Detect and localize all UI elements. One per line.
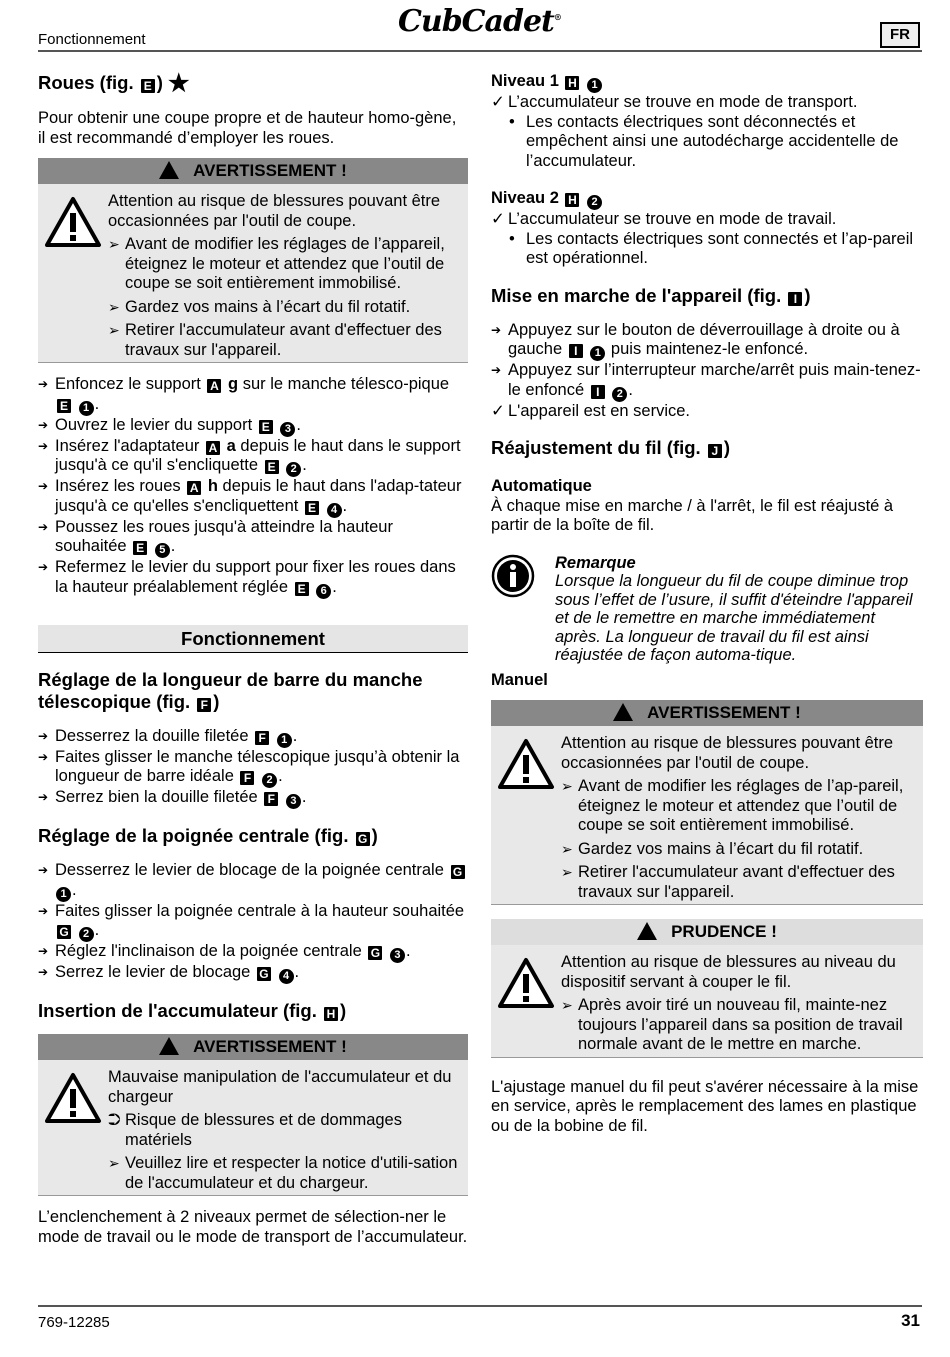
caution-header: PRUDENCE ! — [491, 919, 923, 945]
warning-icon — [159, 161, 179, 179]
caution-text: Attention au risque de blessures au niveau du dispositif servant à couper le fil. — [561, 953, 896, 991]
accu-outro: L’enclenchement à 2 niveaux permet de sélection-ner le mode de travail ou le mode de transport de l’accumulateur. — [38, 1208, 468, 1246]
language-badge: FR — [880, 22, 920, 48]
warning-item: ➢ Avant de modifier les réglages de l’ap-pareil, éteignez le moteur et attendez que l’outil de coupe se soit entièrement immobilisé. — [561, 777, 917, 836]
accu-heading: Insertion de l'accumulateur (fig. H ) — [38, 1000, 347, 1021]
remark-text: Lorsque la longueur du fil de coupe diminue trop sous l’effet de l’usure, il suffit d'éteindre l'appareil et de le remettre en marche immédiatement après. La longueur de travail du fil est ainsi réajustée de façon automa-tique. — [555, 572, 913, 664]
warning-header: AVERTISSEMENT ! — [38, 1034, 468, 1060]
fil-warning-box — [491, 700, 923, 905]
bullet-item: • Les contacts électriques sont déconnectés et empêchent ainsi une autodécharge accidentelle de l’accumulateur. — [491, 113, 923, 172]
check-item: ✓ L’accumulateur se trouve en mode de transport. — [491, 93, 923, 113]
remark-title: Remarque — [555, 553, 636, 572]
step: ➔ Enfoncez le support A g sur le manche télesco-pique E 1 . — [38, 375, 468, 416]
warning-item: ➢ Retirer l'accumulateur avant d'effectuer des travaux sur l'appareil. — [561, 863, 917, 902]
accu-warning-box — [38, 1034, 468, 1196]
right-column — [491, 72, 923, 1136]
step: ➔ Faites glisser la poignée centrale à la hauteur souhaitée G 2 . — [38, 902, 468, 943]
step: ➔ Réglez l'inclinaison de la poignée centrale G 3 . — [38, 942, 468, 963]
warning-item: ➢ Avant de modifier les réglages de l’appareil, éteignez le moteur et attendez que l’outil de coupe se soit entièrement immobilisé. — [108, 235, 462, 294]
remark-note — [491, 554, 923, 665]
warning-triangle-icon — [44, 196, 102, 248]
automatique-heading: Automatique — [491, 477, 592, 495]
warning-triangle-icon — [44, 1072, 102, 1124]
roues-warning-box — [38, 158, 468, 363]
warning-item: ➢ Gardez vos mains à l’écart du fil rotatif. — [561, 840, 917, 860]
fil-outro: L'ajustage manuel du fil peut s'avérer nécessaire à la mise en service, après le remplacement des lames en plastique ou de la bobine de fil. — [491, 1077, 919, 1135]
warning-text: Attention au risque de blessures pouvant être occasionnées par l'outil de coupe. — [561, 734, 894, 772]
warning-item: ➢ Veuillez lire et respecter la notice d'utili-sation de l'accumulateur et du chargeur. — [108, 1154, 462, 1193]
roues-heading: Roues (fig. E ) ★ — [38, 70, 190, 97]
warning-header: AVERTISSEMENT ! — [38, 158, 468, 184]
roues-intro: Pour obtenir une coupe propre et de hauteur homo-gène, il est recommandé d’employer les roues. — [38, 109, 457, 147]
warning-icon — [613, 703, 633, 721]
step: ➔ Insérez l'adaptateur A a depuis le haut dans le support jusqu'à ce qu'il s'encliquette E 2 . — [38, 437, 468, 478]
caution-item: ➢ Après avoir tiré un nouveau fil, mainte-nez toujours l’appareil dans sa position de travail normale avant de le mettre en marche. — [561, 996, 917, 1055]
roues-steps — [38, 375, 468, 599]
niveau2-heading: Niveau 2 H 2 — [491, 189, 923, 210]
step: ➔ Serrez le levier de blocage G 4 . — [38, 963, 468, 984]
barre-heading: Réglage de la longueur de barre du manche télescopique (fig. F ) — [38, 668, 423, 712]
warning-icon — [159, 1037, 179, 1055]
footer-rule — [38, 1305, 922, 1307]
step: ➔ Appuyez sur le bouton de déverrouillage à droite ou à gauche I 1 puis maintenez-le enfoncé. — [491, 321, 923, 362]
page-number: 31 — [901, 1311, 920, 1330]
step: ➔ Ouvrez le levier du support E 3 . — [38, 416, 468, 437]
section-title-fonctionnement: Fonctionnement — [38, 625, 468, 653]
warning-triangle-icon — [497, 738, 555, 790]
check-item: ✓ L’accumulateur se trouve en mode de travail. — [491, 210, 923, 230]
marche-heading: Mise en marche de l'appareil (fig. I ) — [491, 284, 811, 306]
bullet-item: • Les contacts électriques sont connectés et l’ap-pareil est opérationnel. — [491, 230, 923, 269]
automatique-text: À chaque mise en marche / à l'arrêt, le fil est réajusté à partir de la boîte de fil. — [491, 496, 894, 534]
warning-item: ➢ Gardez vos mains à l’écart du fil rotatif. — [108, 298, 462, 318]
document-number: 769-12285 — [38, 1314, 110, 1331]
warning-result: ⮊ Risque de blessures et de dommages matériels — [108, 1111, 462, 1150]
caution-box — [491, 919, 923, 1058]
step: ➔ Refermez le levier du support pour fixer les roues dans la hauteur préalablement réglée E 6 . — [38, 558, 468, 599]
left-column — [38, 72, 468, 1247]
step: ➔ Insérez les roues A h depuis le haut dans l'adap-tateur jusqu'à ce qu'elles s'encliquettent E 4 . — [38, 477, 468, 518]
warning-text: Attention au risque de blessures pouvant être occasionnées par l'outil de coupe. — [108, 192, 441, 230]
step: ➔ Desserrez le levier de blocage de la poignée centrale G 1 . — [38, 861, 468, 902]
header-rule — [38, 50, 922, 52]
header-section-label: Fonctionnement — [38, 31, 146, 48]
poignee-heading: Réglage de la poignée centrale (fig. G ) — [38, 825, 378, 846]
warning-header: AVERTISSEMENT ! — [491, 700, 923, 726]
warning-text: Mauvaise manipulation de l'accumulateur et du chargeur — [108, 1068, 452, 1106]
info-icon — [491, 554, 535, 598]
manuel-heading: Manuel — [491, 670, 548, 689]
step: ➔ Serrez bien la douille filetée F 3 . — [38, 788, 468, 809]
step: ➔ Desserrez la douille filetée F 1 . — [38, 727, 468, 748]
fil-heading: Réajustement du fil (fig. J ) — [491, 437, 730, 458]
caution-icon — [637, 922, 657, 940]
warning-item: ➢ Retirer l'accumulateur avant d'effectuer des travaux sur l'appareil. — [108, 321, 462, 360]
brand-logo: CubCadet® — [398, 4, 561, 39]
step: ➔ Appuyez sur l’interrupteur marche/arrêt puis main-tenez-le enfoncé I 2 . — [491, 361, 923, 402]
step: ➔ Poussez les roues jusqu'à atteindre la hauteur souhaitée E 5 . — [38, 518, 468, 559]
check-item: ✓ L'appareil est en service. — [491, 402, 923, 422]
step: ➔ Faites glisser le manche télescopique jusqu’à obtenir la longueur de barre idéale F 2 . — [38, 748, 468, 789]
warning-triangle-icon — [497, 957, 555, 1009]
niveau1-heading: Niveau 1 H 1 — [491, 72, 923, 93]
